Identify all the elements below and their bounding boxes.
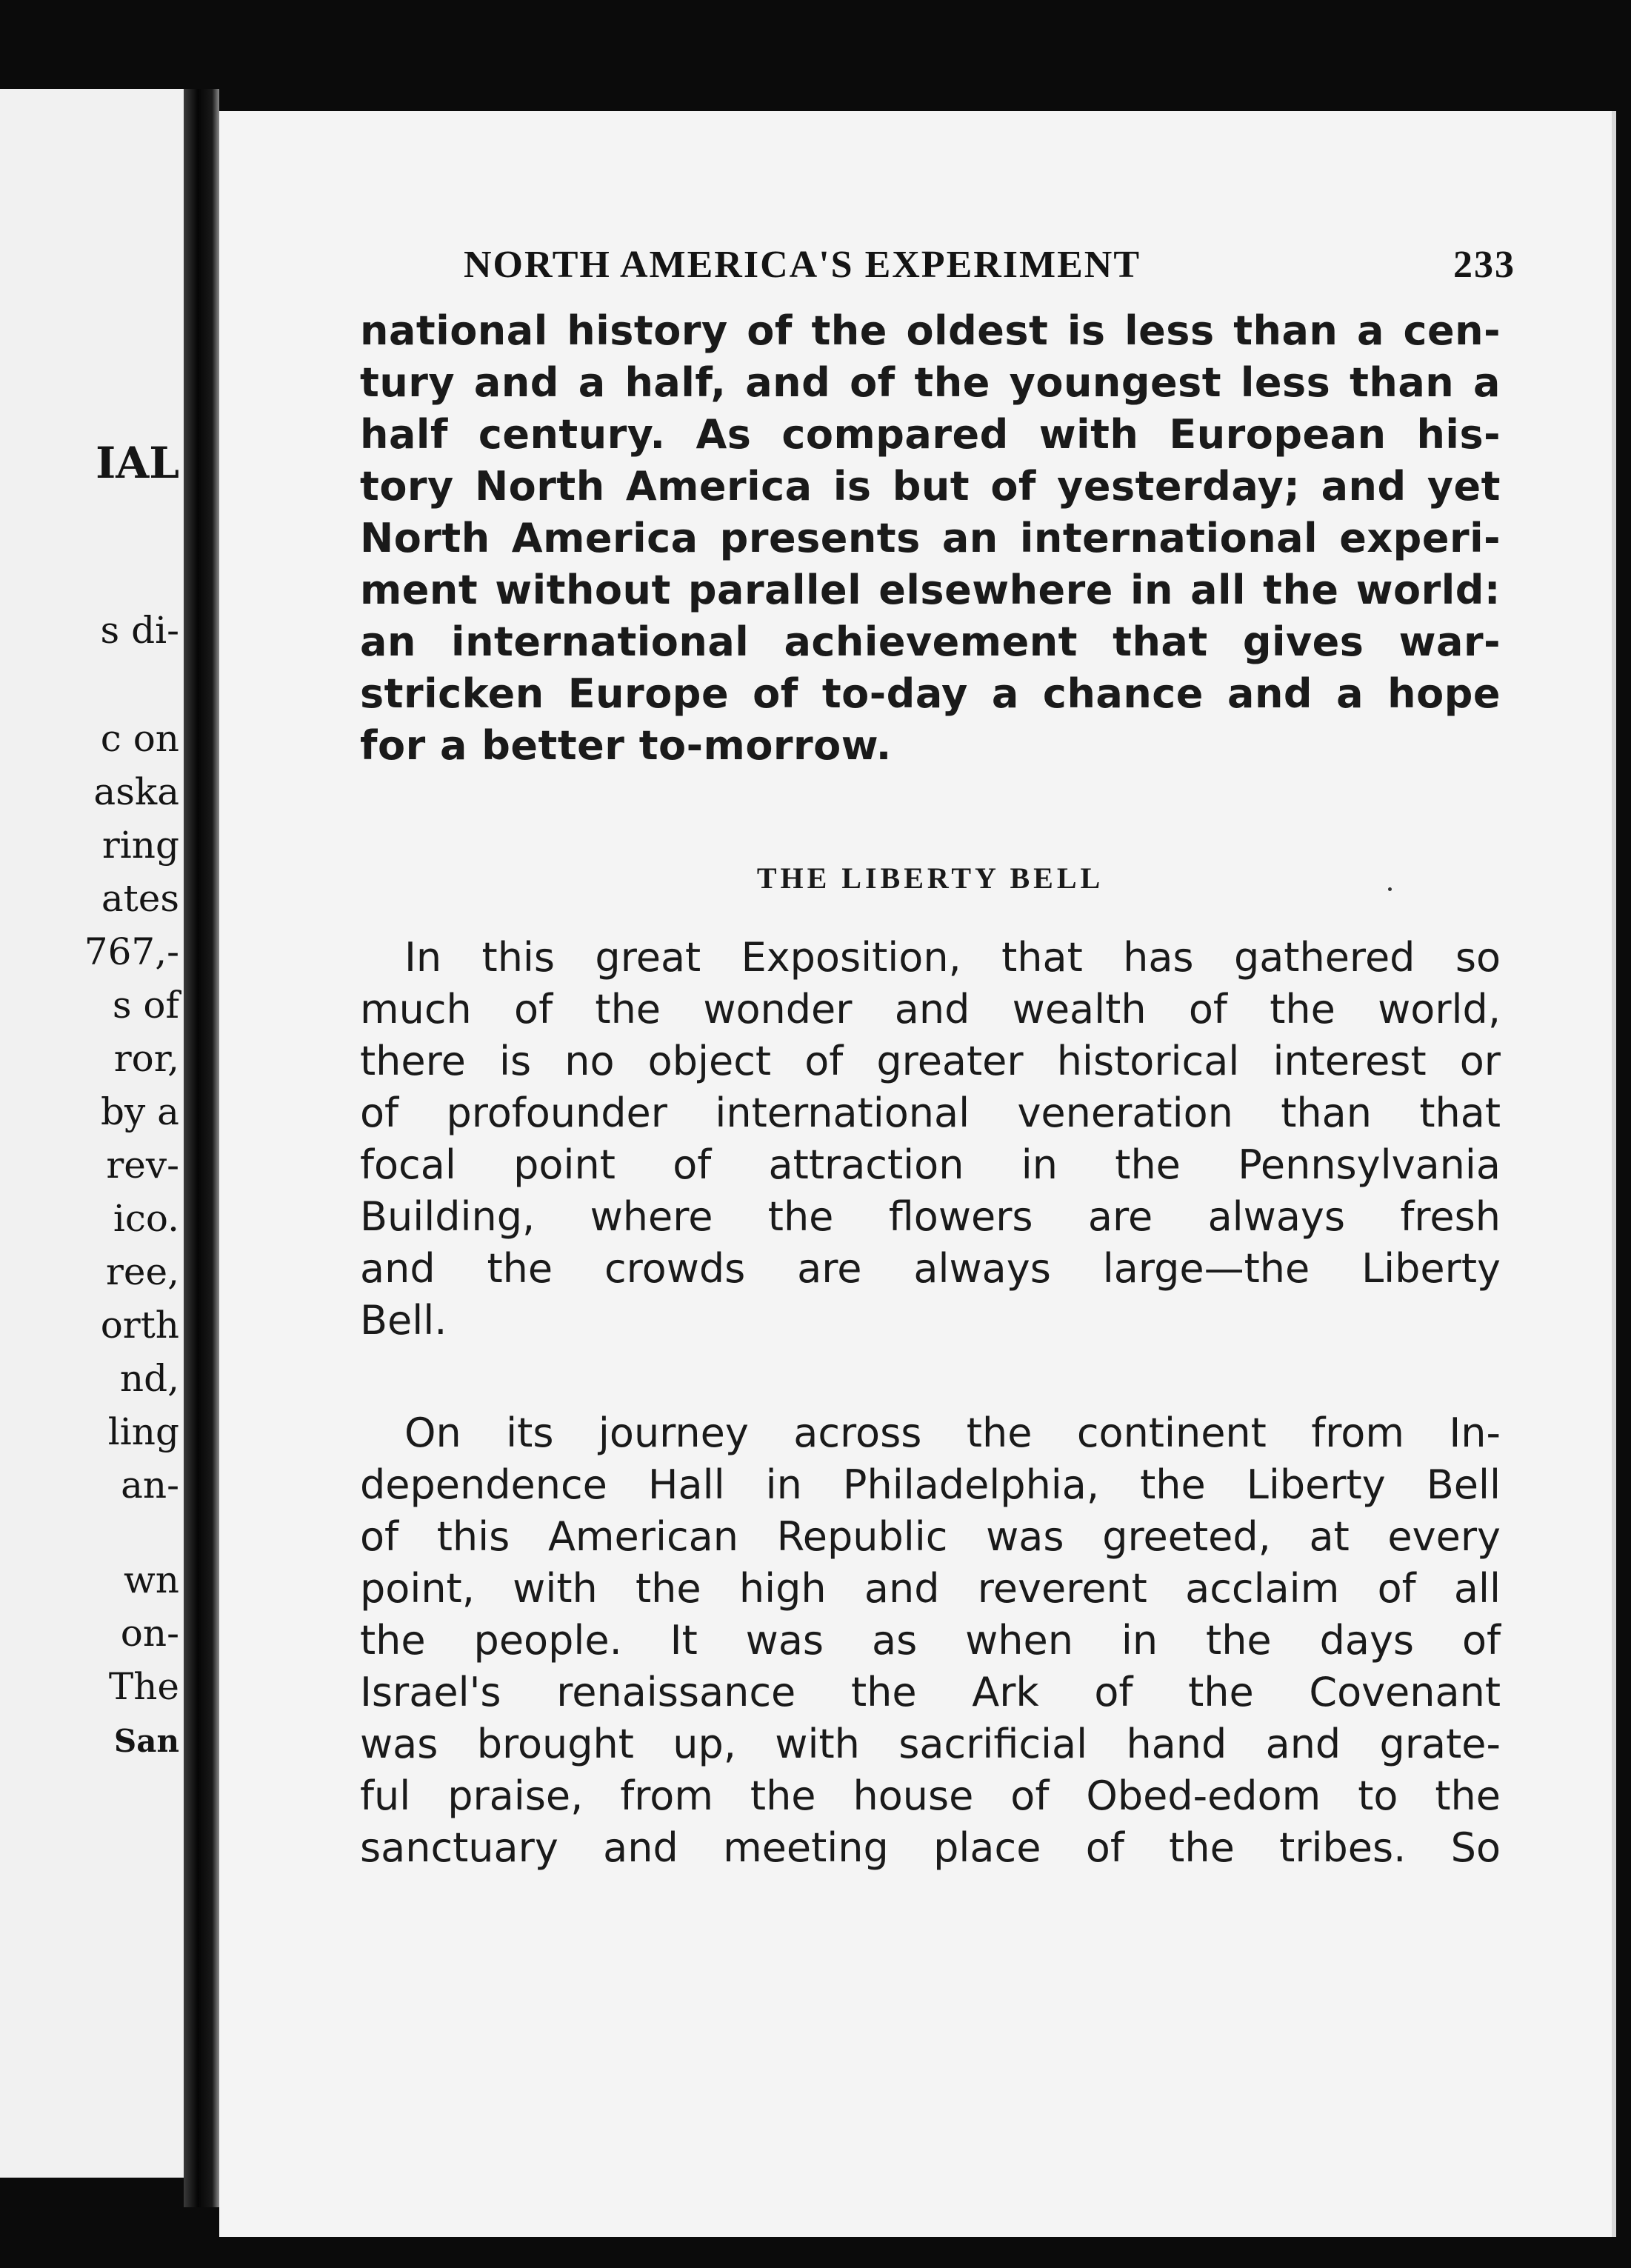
text-line: point, with the high and reverent acclaim of all [360, 1565, 1501, 1612]
text-line: an international achievement that gives war- [360, 618, 1501, 665]
paragraph-journey [360, 1407, 1501, 1874]
left-page-line: aska [93, 770, 179, 813]
left-page-line: s of [112, 984, 179, 1027]
text-line: Israel's renaissance the Ark of the Covenant [360, 1669, 1501, 1715]
text-line: North America presents an international experi- [360, 515, 1501, 561]
text-line: of profounder international veneration than that [360, 1090, 1501, 1136]
text-line: ful praise, from the house of Obed-edom to the [360, 1772, 1501, 1819]
paragraph-continued [360, 305, 1501, 772]
left-page-line: ates [101, 877, 179, 920]
text-line: ment without parallel elsewhere in all the world: [360, 567, 1501, 613]
left-page-line: an- [121, 1464, 179, 1507]
text-line: In this great Exposition, that has gathered so [404, 934, 1501, 981]
text-line: focal point of attraction in the Pennsylvania [360, 1141, 1501, 1188]
left-page-line: ree, [106, 1250, 179, 1293]
text-line: stricken Europe of to-day a chance and a hope [360, 670, 1501, 717]
left-page-line: ling [107, 1410, 179, 1453]
text-line: the people. It was as when in the days of [360, 1617, 1501, 1664]
left-page-line: ring [101, 824, 179, 867]
text-line: sanctuary and meeting place of the tribes. So [360, 1824, 1501, 1871]
text-line: of this American Republic was greeted, at every [360, 1513, 1501, 1560]
section-heading: THE LIBERTY BELL [756, 861, 1104, 895]
left-page-line: ror, [113, 1037, 179, 1080]
left-page-line: The [108, 1665, 179, 1708]
text-line: and the crowds are always large—the Liberty [360, 1245, 1501, 1292]
left-page-line: s di- [100, 609, 179, 652]
text-line: Bell. [360, 1297, 447, 1344]
left-page-footer: San [113, 1723, 179, 1759]
text-line: for a better to-morrow. [360, 722, 892, 769]
text-line: national history of the oldest is less than a cen- [360, 307, 1501, 354]
left-page-line: c on [100, 717, 179, 760]
left-page-line: rev- [106, 1144, 179, 1187]
left-page-fragment [0, 89, 184, 2178]
stray-mark [1388, 887, 1392, 891]
text-line: tory North America is but of yesterday; and yet [360, 463, 1501, 510]
left-page-line: orth [100, 1304, 179, 1347]
text-line: On its journey across the continent from In- [404, 1410, 1501, 1456]
left-page-line: wn [124, 1558, 179, 1601]
text-line: much of the wonder and wealth of the world, [360, 986, 1501, 1033]
paragraph-exposition [360, 932, 1501, 1347]
right-page [219, 111, 1616, 2237]
text-line: half century. As compared with European his- [360, 411, 1501, 458]
book-spine-shadow [184, 89, 219, 2207]
text-line: tury and a half, and of the youngest less than a [360, 359, 1501, 406]
text-line: dependence Hall in Philadelphia, the Liberty Bell [360, 1461, 1501, 1508]
left-page-line: by a [101, 1090, 179, 1133]
running-head [464, 243, 1515, 287]
left-page-line: nd, [119, 1357, 179, 1400]
text-line: was brought up, with sacrificial hand and grate- [360, 1721, 1501, 1767]
left-page-line: on- [120, 1612, 179, 1655]
text-line: Building, where the flowers are always fresh [360, 1193, 1501, 1240]
running-title: NORTH AMERICA'S EXPERIMENT [464, 244, 1141, 286]
left-page-heading: IAL [96, 438, 179, 488]
page-number: 233 [1453, 244, 1515, 286]
text-line: there is no object of greater historical interest or [360, 1038, 1501, 1084]
left-page-line: 767,- [84, 930, 179, 973]
left-page-line: ico. [113, 1197, 179, 1240]
